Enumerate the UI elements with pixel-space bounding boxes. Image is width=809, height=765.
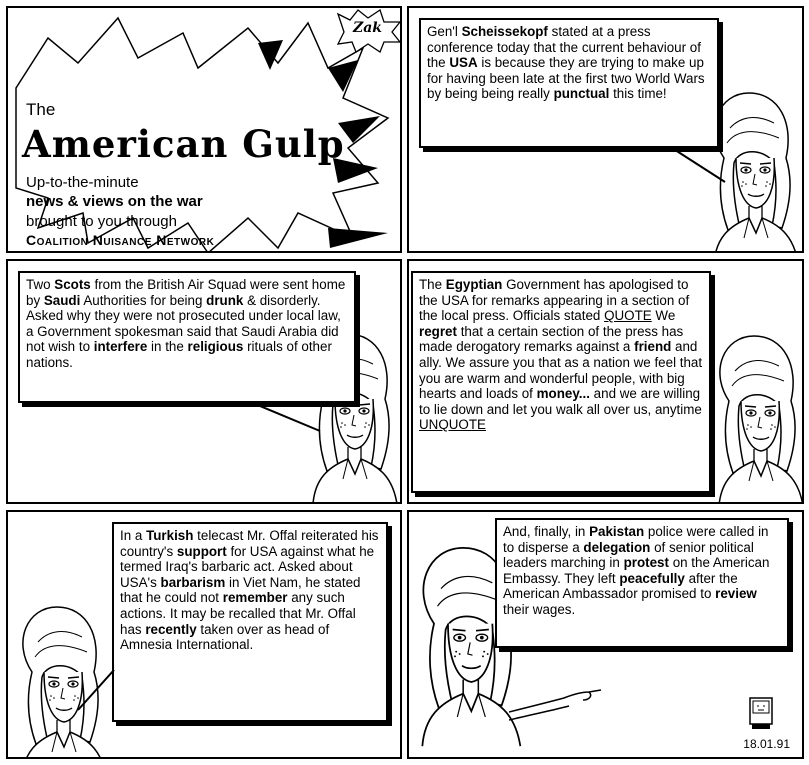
speech-bubble: Two Scots from the British Air Squad were sent home by Saudi Authorities for being drunk & disorderly. Asked why they were not prosecuted under local law, a Government spokesman said that Saudi Arabia did not wish to interfere in the religious rituals of other nations.: [18, 271, 356, 403]
reporter-figure: [699, 331, 804, 504]
panel-title: [6, 6, 402, 253]
date-stamp: 18.01.91: [743, 737, 790, 751]
bubble-tail: [76, 670, 136, 730]
page-title: American Gulp: [22, 122, 345, 166]
speech-bubble: And, finally, in Pakistan police were called in to disperse a delegation of senior political leaders marching in protest on the American Embassy. They left peacefully after the American Ambassador promised to review their wages.: [495, 518, 789, 648]
subtitle-line-3: brought to you through: [26, 213, 177, 230]
speech-bubble: Gen'l Scheissekopf stated at a press conference today that the current behaviour of the USA is because they are trying to make up for having been late at the first two World Wars by being being really punctual this time!: [419, 18, 719, 148]
network-name: Coalition Nuisance Network: [26, 232, 215, 248]
subtitle-line-1: Up-to-the-minute: [26, 174, 139, 191]
panel-turkish: [6, 510, 402, 759]
panel-pakistan: [407, 510, 804, 759]
speech-bubble: In a Turkish telecast Mr. Offal reiterated his country's support for USA against what he termed Iraq's barbaric act. Asked about USA's barbarism in Viet Nam, he stated that he could not remember any such actions. It may be recalled that Mr. Offal has recently taken over as head of Amnesia International.: [112, 522, 388, 722]
panel-scheissekopf: [407, 6, 804, 253]
computer-icon: [747, 696, 777, 732]
panel-scots: [6, 259, 402, 504]
speech-bubble: The Egyptian Government has apologised to the USA for remarks appearing in a section of the local press. Officials stated QUOTE We regret that a certain section of the press has made derogatory remarks against a friend and ally. We assure you that as a nation we feel that you are warm and wonderful people, with big hearts and loads of money... and we are willing to lie down and let you walk all over us, anytime UNQUOTE: [411, 271, 711, 493]
pointing-hand: [509, 662, 609, 722]
signature: Zak: [353, 20, 382, 36]
title-prefix: The: [26, 100, 56, 119]
bubble-tail: [248, 401, 328, 461]
panel-egyptian: [407, 259, 804, 504]
bubble-tail: [669, 146, 729, 206]
subtitle-line-2: news & views on the war: [26, 193, 203, 210]
